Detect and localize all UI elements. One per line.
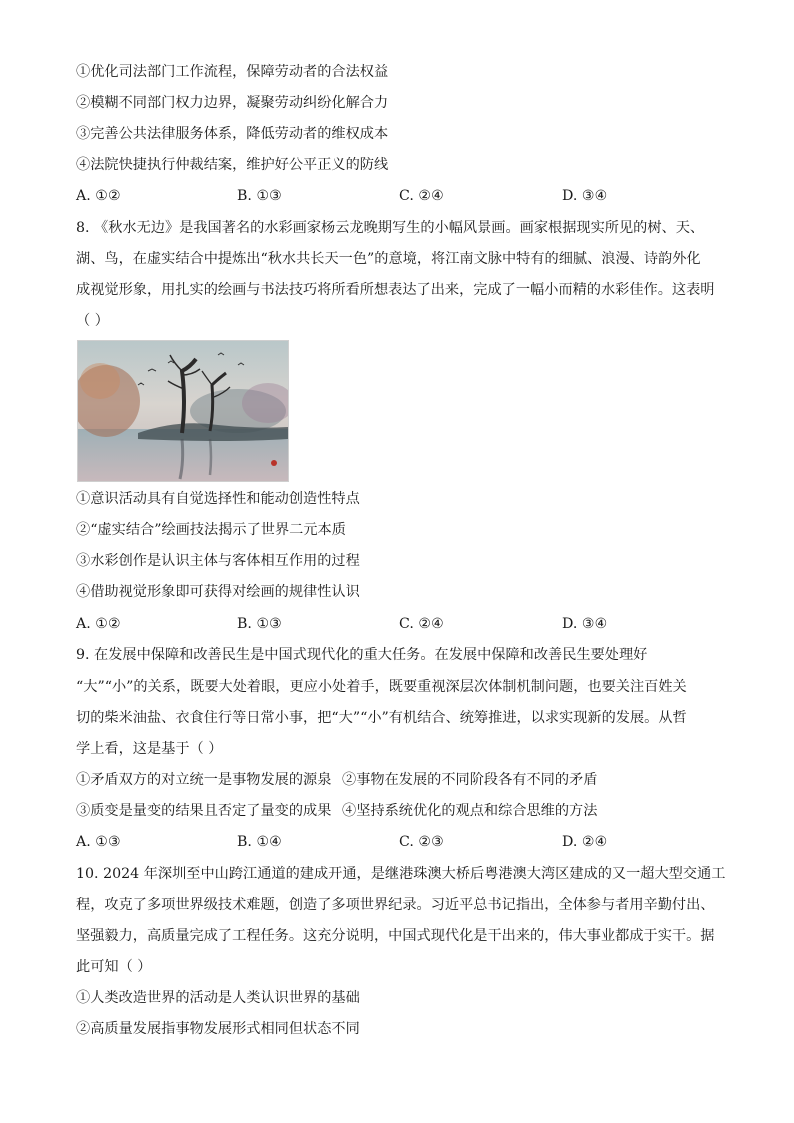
q8-answer-blank: （ ）: [76, 313, 109, 329]
q9-option-1: ①矛盾双方的对立统一是事物发展的源泉: [76, 772, 332, 788]
q8-choice-d[interactable]: D. ③④: [562, 616, 608, 632]
q9-option-3: ③质变是量变的结果且否定了量变的成果: [76, 803, 332, 819]
q8-option-2: ②“虚实结合”绘画技法揭示了世界二元本质: [76, 522, 346, 538]
q9-options-row-1: [76, 770, 716, 790]
q10-stem-line-2: 程，攻克了多项世界级技术难题，创造了多项世界纪录。习近平总书记指出，全体参与者用辛勤付出、: [76, 897, 715, 913]
q9-choice-b[interactable]: B. ①④: [237, 834, 282, 850]
q9-options-row-2: [76, 801, 716, 821]
watercolor-painting-image: [77, 340, 289, 482]
q8-choice-a[interactable]: A. ①②: [76, 616, 121, 632]
q10-stem-line-4: 此可知（ ）: [76, 959, 152, 975]
q8-stem-line-2: 湖、鸟，在虚实结合中提炼出“秋水共长天一色”的意境，将江南文脉中特有的细腻、浪漫、诗韵外化: [76, 251, 701, 267]
q9-option-4: ④坚持系统优化的观点和综合思维的方法: [342, 803, 598, 819]
q9-stem-line-2: “大”“小”的关系，既要大处着眼，更应小处着手，既要重视深层次体制机制问题，也要关注百姓关: [76, 679, 687, 695]
q9-option-2: ②事物在发展的不同阶段各有不同的矛盾: [342, 772, 598, 788]
q9-choice-a[interactable]: A. ①③: [76, 834, 121, 850]
q10-option-1: ①人类改造世界的活动是人类认识世界的基础: [76, 990, 360, 1006]
q8-stem-line-1: 8. 《秋水无边》是我国著名的水彩画家杨云龙晚期写生的小幅风景画。画家根据现实所见的树、天、: [76, 220, 705, 236]
q7-option-2: ②模糊不同部门权力边界，凝聚劳动纠纷化解合力: [76, 95, 389, 111]
q7-choice-b[interactable]: B. ①③: [237, 188, 282, 204]
q9-stem-line-4: 学上看，这是基于（ ）: [76, 741, 223, 757]
q7-choice-d[interactable]: D. ③④: [562, 188, 608, 204]
q8-stem-line-3: 成视觉形象，用扎实的绘画与书法技巧将所看所想表达了出来，完成了一幅小而精的水彩佳作。这表明: [76, 282, 715, 298]
q8-choice-c[interactable]: C. ②④: [399, 616, 444, 632]
q8-option-4: ④借助视觉形象即可获得对绘画的规律性认识: [76, 584, 360, 600]
q7-option-3: ③完善公共法律服务体系，降低劳动者的维权成本: [76, 126, 389, 142]
q10-stem-line-1: 10. 2024 年深圳至中山跨江通道的建成开通，是继港珠澳大桥后粤港澳大湾区建成的又一超大型交通工: [76, 866, 726, 882]
q9-stem-line-3: 切的柴米油盐、衣食住行等日常小事，把“大”“小”有机结合、统筹推进，以求实现新的发展。从哲: [76, 710, 687, 726]
q8-choice-b[interactable]: B. ①③: [237, 616, 282, 632]
q9-stem-line-1: 9. 在发展中保障和改善民生是中国式现代化的重大任务。在发展中保障和改善民生要处理好: [76, 647, 648, 663]
q7-option-4: ④法院快捷执行仲裁结案，维护好公平正义的防线: [76, 157, 389, 173]
q9-choice-d[interactable]: D. ②④: [562, 834, 608, 850]
q8-option-1: ①意识活动具有自觉选择性和能动创造性特点: [76, 491, 360, 507]
q7-option-1: ①优化司法部门工作流程，保障劳动者的合法权益: [76, 64, 389, 80]
q8-option-3: ③水彩创作是认识主体与客体相互作用的过程: [76, 553, 360, 569]
q10-option-2: ②高质量发展指事物发展形式相同但状态不同: [76, 1021, 360, 1037]
q7-choice-c[interactable]: C. ②④: [399, 188, 444, 204]
q9-choice-c[interactable]: C. ②③: [399, 834, 444, 850]
q7-choice-a[interactable]: A. ①②: [76, 188, 121, 204]
q10-stem-line-3: 坚强毅力，高质量完成了工程任务。这充分说明，中国式现代化是干出来的，伟大事业都成于实干。据: [76, 928, 715, 944]
